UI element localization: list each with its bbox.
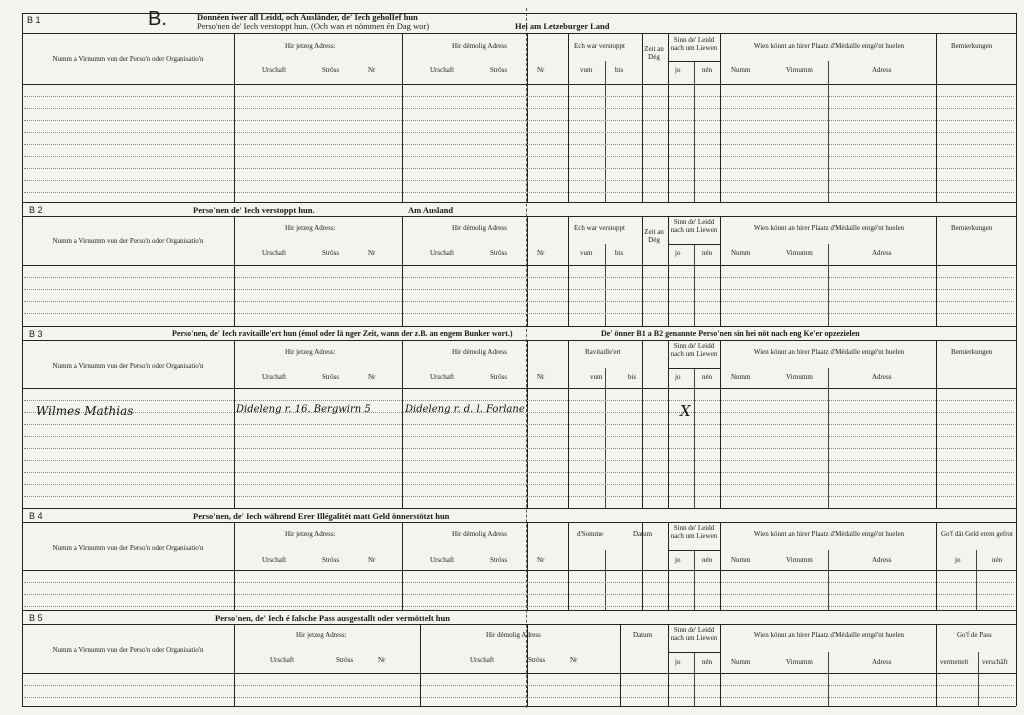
b3-urschaft2: Urschaft bbox=[430, 373, 455, 381]
b4-gof-nen: nén bbox=[992, 556, 1003, 564]
grid-line bbox=[694, 368, 695, 508]
grid-line bbox=[605, 550, 606, 610]
b4-nr: Nr bbox=[368, 556, 376, 564]
b1-verstoppt: Ech war verstoppt bbox=[574, 42, 625, 50]
form-letter: B. bbox=[148, 8, 167, 30]
b3-nr2: Nr bbox=[537, 373, 545, 381]
b3-bis: bis bbox=[628, 373, 637, 381]
b4-title: Perso'nen, de' Iech während Erer Illégalitét matt Geld önnerstötzt hun bbox=[193, 511, 450, 521]
b4-nr2: Nr bbox=[537, 556, 545, 564]
b1-zeit: Zeit an Dég bbox=[644, 45, 664, 61]
b5-nr2: Nr bbox=[570, 656, 578, 664]
b2-bemierkungen: Bemierkungen bbox=[951, 224, 993, 232]
b3-numm: Numm bbox=[731, 373, 751, 381]
grid-line bbox=[936, 33, 937, 202]
b2-name-col: Numm a Virnumm vun der Perso'n oder Organisatio'n bbox=[52, 237, 204, 245]
b5-stross: Ströss bbox=[336, 656, 354, 664]
writing-line bbox=[24, 460, 1014, 461]
b5-jo: jo bbox=[675, 658, 681, 666]
b2-place: Am Ausland bbox=[408, 205, 454, 215]
b5-title: Perso'nen, de' Iech é falsche Pass ausgestallt oder vermöttelt hun bbox=[215, 613, 450, 623]
b1-urschaft2: Urschaft bbox=[430, 66, 455, 74]
b1-adress: Adress bbox=[872, 66, 892, 74]
b5-stross2: Ströss bbox=[528, 656, 546, 664]
b1-nr: Nr bbox=[368, 66, 376, 74]
b5-nen: nén bbox=[702, 658, 713, 666]
b2-nen: nén bbox=[702, 249, 713, 257]
b2-nr2: Nr bbox=[537, 249, 545, 257]
writing-line bbox=[24, 108, 1014, 109]
b5-nr: Nr bbox=[378, 656, 386, 664]
b1-addr-then: Hir démolig Adress bbox=[452, 42, 507, 50]
b3-stross2: Ströss bbox=[490, 373, 508, 381]
writing-line bbox=[24, 289, 1014, 290]
b2-stross2: Ströss bbox=[490, 249, 508, 257]
writing-line bbox=[24, 697, 1014, 698]
b3-title: Perso'nen, de' Iech ravitaille'ert hun (émol oder lä nger Zeit, wann der z.B. an engem Bunker wort.) bbox=[172, 329, 513, 338]
b1-medal: Wien könnt an hirer Plaatz d'Médaille entgé'nt huelen bbox=[753, 42, 905, 50]
grid-line bbox=[605, 368, 606, 508]
b2-bis: bis bbox=[615, 249, 624, 257]
section-b3-label: B 3 bbox=[29, 329, 43, 339]
b5-verschaft: verschâft bbox=[982, 658, 1008, 666]
b1-stross: Ströss bbox=[322, 66, 340, 74]
writing-line bbox=[24, 96, 1014, 97]
b5-sinn: Sinn de' Leidd nach um Liewen bbox=[670, 626, 718, 642]
b4-adress: Adress bbox=[872, 556, 892, 564]
b5-addr-now: Hir jetzeg Adress: bbox=[296, 631, 347, 639]
b4-virnumm: Virnumm bbox=[786, 556, 813, 564]
b5-vermettelt: vermettelt bbox=[940, 658, 969, 666]
b2-vum: vum bbox=[580, 249, 593, 257]
writing-line bbox=[24, 436, 1014, 437]
b5-numm: Numm bbox=[731, 658, 751, 666]
grid-line bbox=[720, 624, 721, 706]
grid-line bbox=[668, 652, 720, 653]
grid-line bbox=[720, 33, 721, 202]
grid-line bbox=[234, 33, 235, 202]
b2-title: Perso'nen de' Iech verstoppt hun. bbox=[193, 205, 315, 215]
grid-line bbox=[668, 33, 669, 202]
b1-virnumm: Virnumm bbox=[786, 66, 813, 74]
grid-line bbox=[668, 61, 720, 62]
b3-addr-now: Hir jetzeg Adress: bbox=[285, 348, 336, 356]
b5-virnumm: Virnumm bbox=[786, 658, 813, 666]
section-b1-label: B 1 bbox=[27, 15, 41, 25]
b3-entry-mark: X bbox=[680, 402, 691, 420]
grid-line bbox=[527, 522, 528, 610]
grid-line bbox=[234, 216, 235, 326]
writing-line bbox=[24, 301, 1014, 302]
b4-jo: jo bbox=[675, 556, 681, 564]
b5-adress: Adress bbox=[872, 658, 892, 666]
b4-stross2: Ströss bbox=[490, 556, 508, 564]
writing-line bbox=[24, 180, 1014, 181]
b4-name-col: Numm a Virnumm vun der Perso'n oder Organisatio'n bbox=[52, 544, 204, 552]
grid-line bbox=[568, 522, 569, 610]
b4-numm: Numm bbox=[731, 556, 751, 564]
b2-urschaft2: Urschaft bbox=[430, 249, 455, 257]
b2-jo: jo bbox=[675, 249, 681, 257]
b4-sinn: Sinn de' Leidd nach um Liewen bbox=[670, 524, 718, 540]
writing-line bbox=[24, 484, 1014, 485]
b4-nen: nén bbox=[702, 556, 713, 564]
b3-entry-addr-now: Dideleng r. 16. Bergwirn 5 bbox=[236, 404, 371, 415]
grid-line bbox=[976, 550, 977, 610]
writing-line bbox=[24, 594, 1014, 595]
b2-urschaft: Urschaft bbox=[262, 249, 287, 257]
b5-addr-then: Hir démolig Adress bbox=[486, 631, 541, 639]
b2-sinn: Sinn de' Leidd nach um Liewen bbox=[670, 218, 718, 234]
b3-nen: nén bbox=[702, 373, 713, 381]
b2-nr: Nr bbox=[368, 249, 376, 257]
writing-line bbox=[24, 582, 1014, 583]
writing-line bbox=[24, 424, 1014, 425]
b2-zeit: Zeit an Dég bbox=[644, 228, 664, 244]
b3-urschaft: Urschaft bbox=[262, 373, 287, 381]
writing-line bbox=[24, 496, 1014, 497]
b1-nr2: Nr bbox=[537, 66, 545, 74]
b4-medal: Wien könnt an hirer Plaatz d'Médaille entgé'nt huelen bbox=[753, 530, 905, 538]
b5-medal: Wien könnt an hirer Plaatz d'Médaille entgé'nt huelen bbox=[753, 631, 905, 639]
b4-addr-then: Hir démolig Adress bbox=[452, 530, 507, 538]
b5-urschaft2: Urschaft bbox=[470, 656, 495, 664]
b1-urschaft: Urschaft bbox=[262, 66, 287, 74]
b2-numm: Numm bbox=[731, 249, 751, 257]
section-b4-label: B 4 bbox=[29, 511, 43, 521]
grid-line bbox=[936, 216, 937, 326]
b5-gof-pass: Go'f de Pass bbox=[957, 631, 992, 639]
b3-stross: Ströss bbox=[322, 373, 340, 381]
b1-name-col: Numm a Virnumm vun der Perso'n oder Organisatio'n bbox=[52, 55, 204, 63]
grid-line bbox=[828, 368, 829, 508]
b1-bemierkungen: Bemierkungen bbox=[951, 42, 993, 50]
b3-entry-addr-then: Dideleng r. d. l. Forlane bbox=[405, 404, 525, 415]
writing-line bbox=[24, 448, 1014, 449]
b3-virnumm: Virnumm bbox=[786, 373, 813, 381]
writing-line bbox=[24, 606, 1014, 607]
b5-urschaft: Urschaft bbox=[270, 656, 295, 664]
grid-line bbox=[620, 624, 621, 706]
writing-line bbox=[24, 156, 1014, 157]
grid-line bbox=[527, 33, 528, 202]
b5-name-col: Numm a Virnumm vun der Perso'n oder Organisatio'n bbox=[52, 646, 204, 654]
b3-vum: vum bbox=[590, 373, 603, 381]
writing-line bbox=[24, 313, 1014, 314]
grid-line bbox=[527, 216, 528, 326]
writing-line bbox=[24, 400, 1014, 401]
b1-vum: vum bbox=[580, 66, 593, 74]
b4-addr-now: Hir jetzeg Adress: bbox=[285, 530, 336, 538]
b4-datum: Datum bbox=[633, 530, 653, 538]
writing-line bbox=[24, 472, 1014, 473]
grid-line bbox=[402, 33, 403, 202]
b2-addr-then: Hir démolig Adress bbox=[452, 224, 507, 232]
writing-line bbox=[24, 685, 1014, 686]
b1-place: Hei am Letzeburger Land bbox=[515, 21, 610, 31]
writing-line bbox=[24, 132, 1014, 133]
b2-medal: Wien könnt an hirer Plaatz d'Médaille entgé'nt huelen bbox=[753, 224, 905, 232]
b1-nen: nén bbox=[702, 66, 713, 74]
grid-line bbox=[568, 216, 569, 326]
b3-entry-name: Wilmes Mathias bbox=[36, 404, 134, 418]
section-b2-label: B 2 bbox=[29, 205, 43, 215]
b1-numm: Numm bbox=[731, 66, 751, 74]
b3-ravitaille: Ravitaille'ert bbox=[585, 348, 621, 356]
writing-line bbox=[24, 277, 1014, 278]
b1-stross2: Ströss bbox=[490, 66, 508, 74]
b5-datum: Datum bbox=[633, 631, 653, 639]
grid-line bbox=[936, 624, 937, 706]
b3-medal: Wien könnt an hirer Plaatz d'Médaille entgé'nt huelen bbox=[753, 348, 905, 356]
b4-urschaft: Urschaft bbox=[262, 556, 287, 564]
b2-stross: Ströss bbox=[322, 249, 340, 257]
b1-jo: jo bbox=[675, 66, 681, 74]
b4-somme: d'Somme bbox=[577, 530, 604, 538]
writing-line bbox=[24, 120, 1014, 121]
writing-line bbox=[24, 168, 1014, 169]
b4-urschaft2: Urschaft bbox=[430, 556, 455, 564]
b4-stross: Ströss bbox=[322, 556, 340, 564]
b1-addr-now: Hir jetzeg Adress: bbox=[285, 42, 336, 50]
writing-line bbox=[24, 144, 1014, 145]
b3-addr-then: Hir démolig Adress bbox=[452, 348, 507, 356]
b2-virnumm: Virnumm bbox=[786, 249, 813, 257]
b3-nr: Nr bbox=[368, 373, 376, 381]
grid-line bbox=[568, 33, 569, 202]
grid-line bbox=[720, 522, 721, 610]
b1-bis: bis bbox=[615, 66, 624, 74]
grid-line bbox=[668, 550, 720, 551]
b1-subtitle: Perso'nen de' Iech verstoppt hun. (Och wan et nömmen én Dag wor) bbox=[197, 21, 430, 31]
grid-line bbox=[936, 522, 937, 610]
grid-line bbox=[828, 550, 829, 610]
b4-gof-jo: jo bbox=[955, 556, 961, 564]
b3-sinn: Sinn de' Leidd nach um Liewen bbox=[670, 342, 718, 358]
b3-name-col: Numm a Virnumm vun der Perso'n oder Organisatio'n bbox=[52, 362, 204, 370]
writing-line bbox=[24, 192, 1014, 193]
b3-bemierkungen: Bemierkungen bbox=[951, 348, 993, 356]
b1-sinn: Sinn de' Leidd nach um Liewen bbox=[670, 36, 718, 52]
b2-verstoppt: Ech war verstoppt bbox=[574, 224, 625, 232]
b3-adress: Adress bbox=[872, 373, 892, 381]
grid-line bbox=[720, 216, 721, 326]
grid-line bbox=[668, 244, 720, 245]
grid-line bbox=[420, 624, 421, 706]
grid-line bbox=[234, 522, 235, 610]
b3-jo: jo bbox=[675, 373, 681, 381]
section-b5-label: B 5 bbox=[29, 613, 43, 623]
grid-line bbox=[694, 550, 695, 610]
b2-adress: Adress bbox=[872, 249, 892, 257]
grid-line bbox=[402, 216, 403, 326]
b2-addr-now: Hir jetzeg Adress: bbox=[285, 224, 336, 232]
grid-line bbox=[402, 522, 403, 610]
b1-title: Donnéen iwer all Leidd, och Ausländer, de' Iech geholIef hun bbox=[197, 12, 418, 22]
grid-line bbox=[234, 624, 235, 706]
b3-note: De' önner B1 a B2 genannte Perso'nen sin hei nöt nach eng Ke'er opzezielen bbox=[601, 329, 860, 338]
b4-gof-geld: Go'f dät Geld erem gefrot bbox=[940, 530, 1013, 538]
grid-line bbox=[668, 368, 720, 369]
